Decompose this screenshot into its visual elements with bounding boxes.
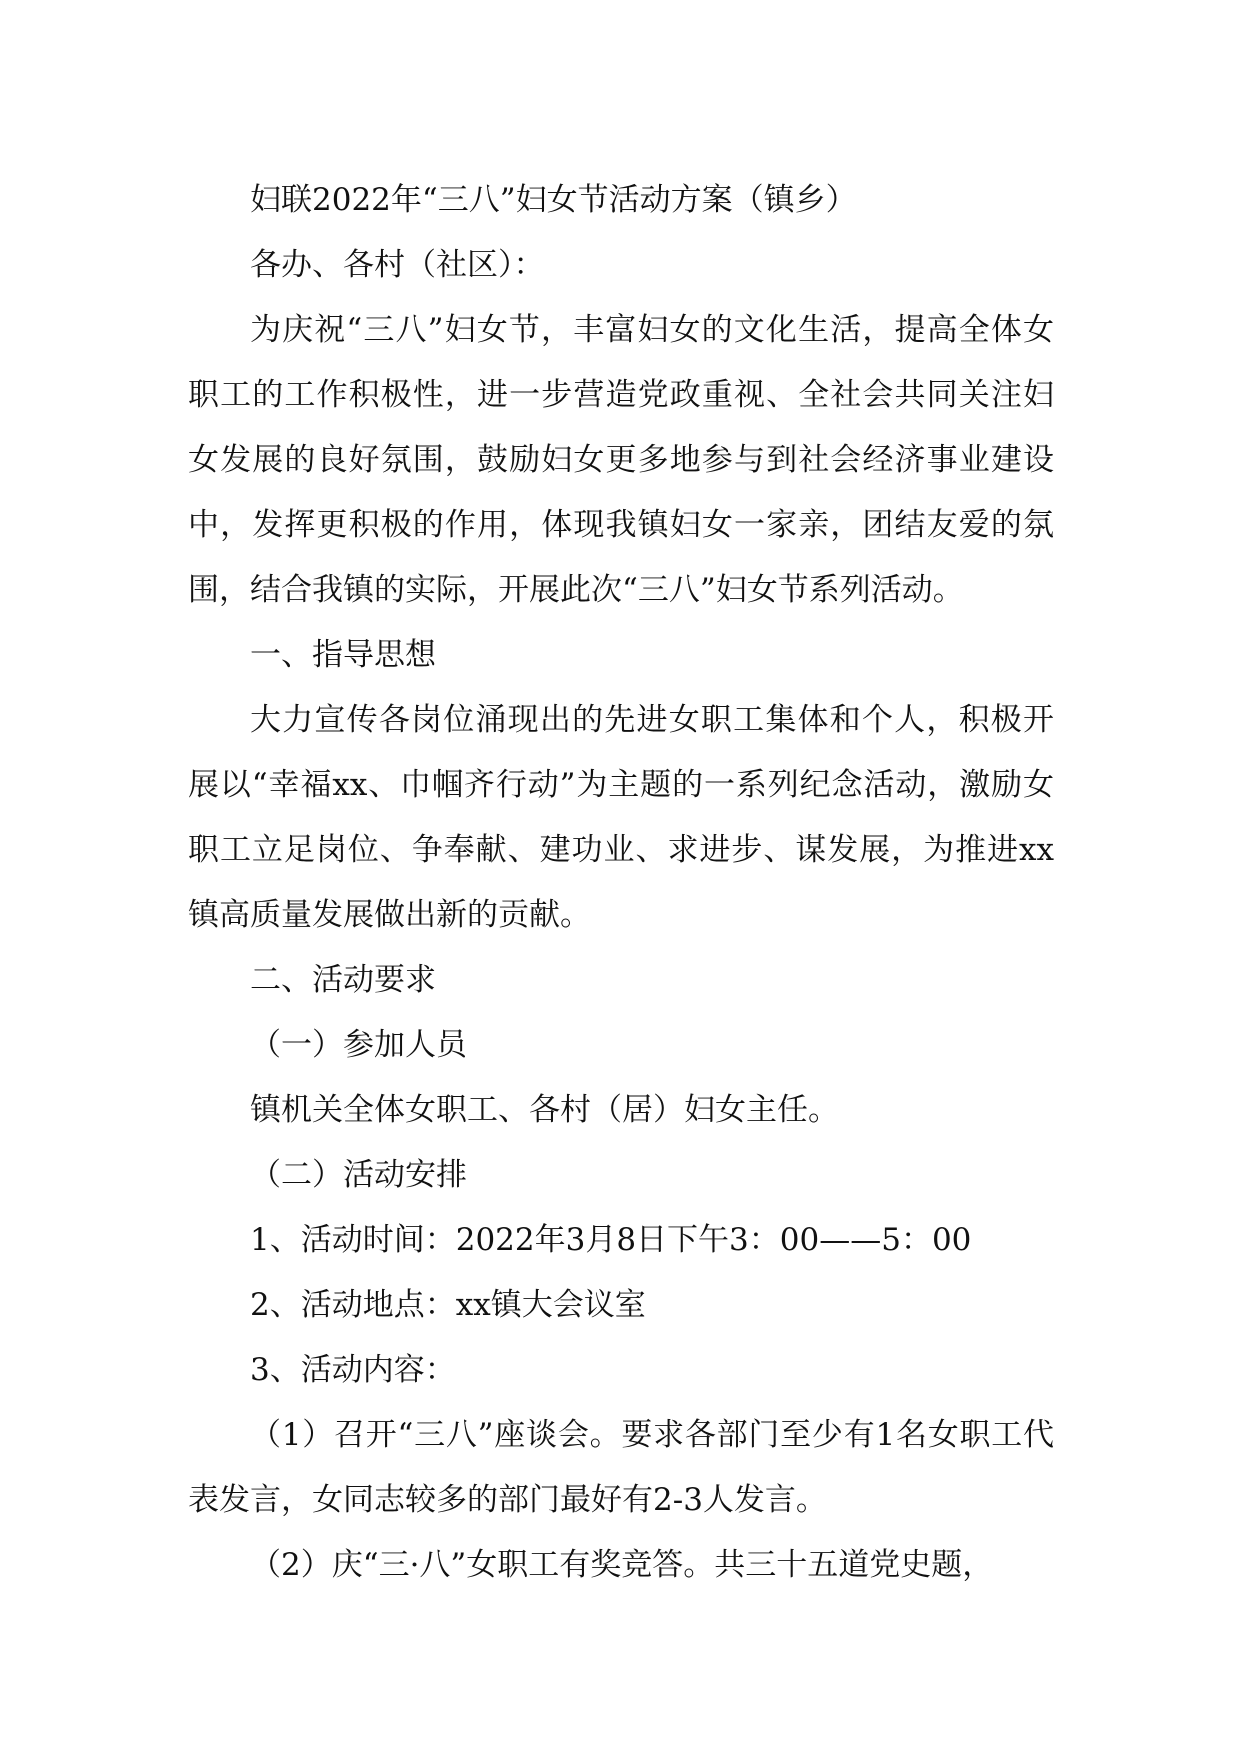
participants-paragraph: 镇机关全体女职工、各村（居）妇女主任。 xyxy=(250,1092,839,1128)
subheading-participants: （一）参加人员 xyxy=(250,1027,467,1063)
document-body xyxy=(188,168,1054,1598)
section-heading-activity-requirements: 二、活动要求 xyxy=(250,962,436,998)
document-title: 妇联2022年“三八”妇女节活动方案（镇乡） xyxy=(250,182,857,218)
activity-content-quiz: （2）庆“三·八”女职工有奖竞答。共三十五道党史题， xyxy=(250,1547,994,1583)
salutation: 各办、各村（社区）： xyxy=(250,247,545,283)
activity-time-item: 1、活动时间：2022年3月8日下午3：00——5：00 xyxy=(250,1222,972,1258)
section-heading-guiding-thought: 一、指导思想 xyxy=(250,637,436,673)
guiding-thought-paragraph: 大力宣传各岗位涌现出的先进女职工集体和个人，积极开展以“幸福xx、巾帼齐行动”为主题的一系列纪念活动，激励女职工立足岗位、争奉献、建功业、求进步、谋发展，为推进xx镇高质量发展做出新的贡献。 xyxy=(188,702,1054,933)
activity-location-item: 2、活动地点：xx镇大会议室 xyxy=(250,1287,646,1323)
intro-paragraph: 为庆祝“三八”妇女节，丰富妇女的文化生活，提高全体女职工的工作积极性，进一步营造党政重视、全社会共同关注妇女发展的良好氛围，鼓励妇女更多地参与到社会经济事业建设中，发挥更积极的作用，体现我镇妇女一家亲，团结友爱的氛围，结合我镇的实际，开展此次“三八”妇女节系列活动。 xyxy=(188,312,1054,608)
activity-content-item: 3、活动内容： xyxy=(250,1352,456,1388)
subheading-activity-arrangement: （二）活动安排 xyxy=(250,1157,467,1193)
activity-content-symposium: （1）召开“三八”座谈会。要求各部门至少有1名女职工代表发言，女同志较多的部门最好有2-3人发言。 xyxy=(188,1417,1054,1518)
